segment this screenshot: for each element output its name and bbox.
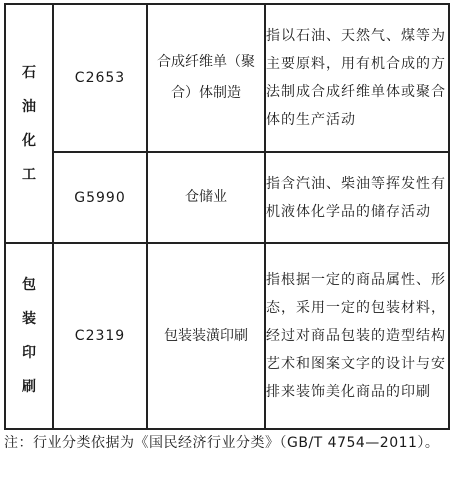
code-cell: G5990 bbox=[53, 152, 147, 243]
industry-char: 印 bbox=[22, 345, 36, 361]
description-cell: 指含汽油、柴油等挥发性有机液体化学品的储存活动 bbox=[265, 152, 449, 243]
code-cell: C2653 bbox=[53, 4, 147, 152]
name-cell: 仓储业 bbox=[147, 152, 265, 243]
industry-cell-petrochemical bbox=[5, 4, 53, 243]
name-cell: 合成纤维单（聚合）体制造 bbox=[147, 4, 265, 152]
industry-table bbox=[4, 3, 450, 430]
industry-char: 工 bbox=[22, 166, 36, 183]
table-note: 注：行业分类依据为《国民经济行业分类》（GB/T 4754—2011）。 bbox=[4, 435, 440, 451]
table-row bbox=[5, 4, 449, 152]
industry-char: 油 bbox=[22, 98, 36, 115]
description-cell: 指根据一定的商品属性、形态，采用一定的包装材料，经过对商品包装的造型结构艺术和图案文字的设计与安排来装饰美化商品的印刷 bbox=[265, 243, 449, 429]
industry-cell-packaging-printing bbox=[5, 243, 53, 429]
industry-char: 刷 bbox=[22, 379, 36, 395]
industry-char: 化 bbox=[22, 132, 36, 149]
table-row bbox=[5, 152, 449, 243]
industry-char: 包 bbox=[22, 277, 36, 293]
name-cell: 包装装潢印刷 bbox=[147, 243, 265, 429]
industry-char: 装 bbox=[22, 311, 36, 327]
code-cell: C2319 bbox=[53, 243, 147, 429]
industry-char: 石 bbox=[22, 64, 36, 81]
description-cell: 指以石油、天然气、煤等为主要原料，用有机合成的方法制成合成纤维单体或聚合体的生产活动 bbox=[265, 4, 449, 152]
table-row bbox=[5, 243, 449, 429]
